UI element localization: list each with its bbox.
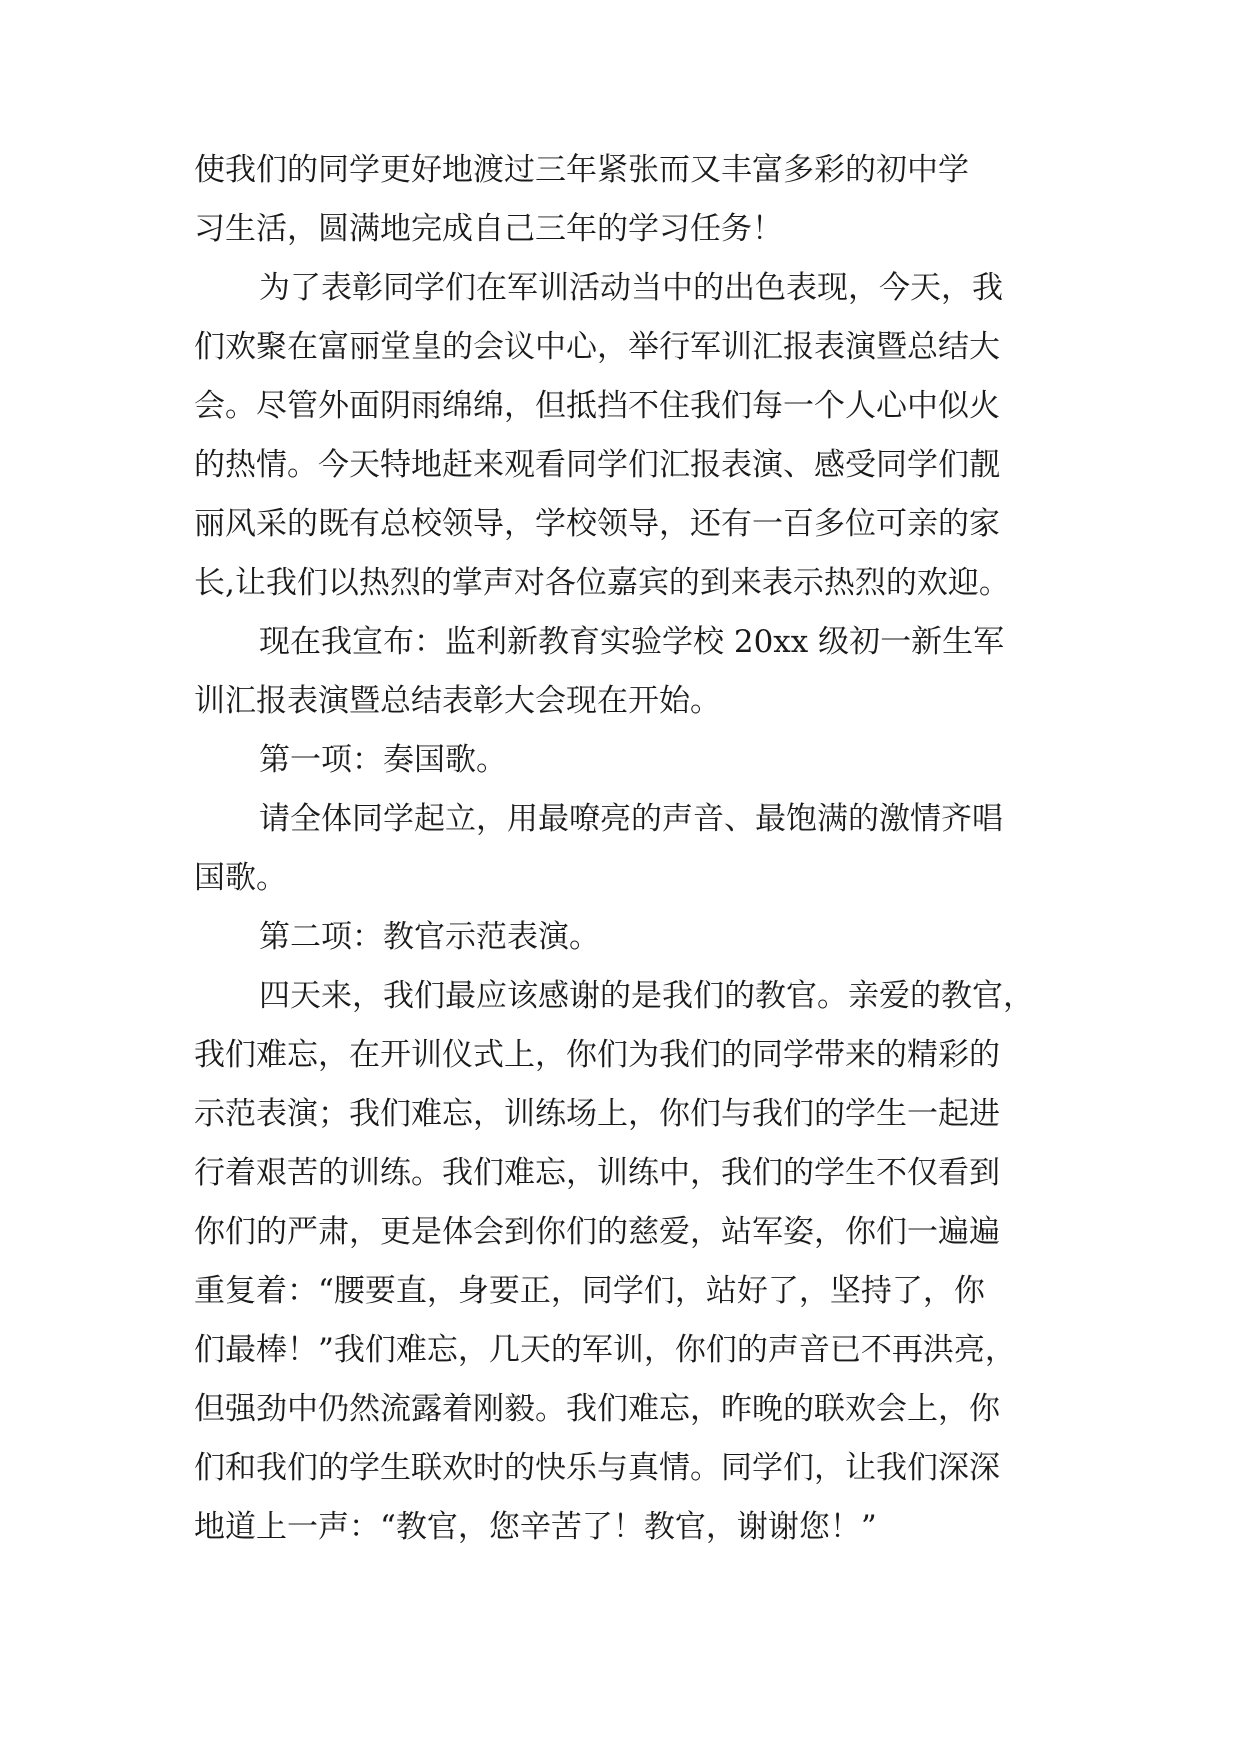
text-line: 会。尽管外面阴雨绵绵，但抵挡不住我们每一个人心中似火: [194, 388, 1000, 424]
text-line: 示范表演；我们难忘，训练场上，你们与我们的学生一起进: [194, 1096, 1000, 1132]
text-line: 们最棒！”我们难忘，几天的军训，你们的声音已不再洪亮，: [194, 1332, 1016, 1368]
text-line: 我们难忘，在开训仪式上，你们为我们的同学带来的精彩的: [194, 1037, 1000, 1073]
text-line: 你们的严肃，更是体会到你们的慈爱，站军姿，你们一遍遍: [194, 1214, 1000, 1250]
paragraph-first-line: 为了表彰同学们在军训活动当中的出色表现，今天，我: [259, 270, 1003, 306]
paragraph-first-line: 第二项：教官示范表演。: [259, 919, 600, 955]
text-line: 习生活，圆满地完成自己三年的学习任务！: [194, 211, 783, 247]
text-line: 的热情。今天特地赶来观看同学们汇报表演、感受同学们靓: [194, 447, 1000, 483]
paragraph-first-line: 请全体同学起立，用最嘹亮的声音、最饱满的激情齐唱: [259, 801, 1003, 837]
text-line: 长,让我们以热烈的掌声对各位嘉宾的到来表示热烈的欢迎。: [194, 565, 1010, 601]
text-line: 地道上一声：“教官，您辛苦了！教官，谢谢您！”: [194, 1509, 877, 1545]
text-line: 国歌。: [194, 860, 287, 896]
text-line: 们和我们的学生联欢时的快乐与真情。同学们，让我们深深: [194, 1450, 1000, 1486]
paragraph-first-line: 四天来，我们最应该感谢的是我们的教官。亲爱的教官，: [259, 978, 1034, 1014]
text-line: 重复着：“腰要直，身要正，同学们，站好了，坚持了，你: [194, 1273, 985, 1309]
text-line: 们欢聚在富丽堂皇的会议中心，举行军训汇报表演暨总结大: [194, 329, 1000, 365]
text-line: 使我们的同学更好地渡过三年紧张而又丰富多彩的初中学: [194, 152, 969, 188]
paragraph-first-line: 现在我宣布：监利新教育实验学校 20xx 级初一新生军: [259, 624, 1005, 660]
text-line: 训汇报表演暨总结表彰大会现在开始。: [194, 683, 721, 719]
paragraph-first-line: 第一项：奏国歌。: [259, 742, 507, 778]
text-line: 丽风采的既有总校领导，学校领导，还有一百多位可亲的家: [194, 506, 1000, 542]
text-line: 但强劲中仍然流露着刚毅。我们难忘，昨晚的联欢会上，你: [194, 1391, 1000, 1427]
text-line: 行着艰苦的训练。我们难忘，训练中，我们的学生不仅看到: [194, 1155, 1000, 1191]
